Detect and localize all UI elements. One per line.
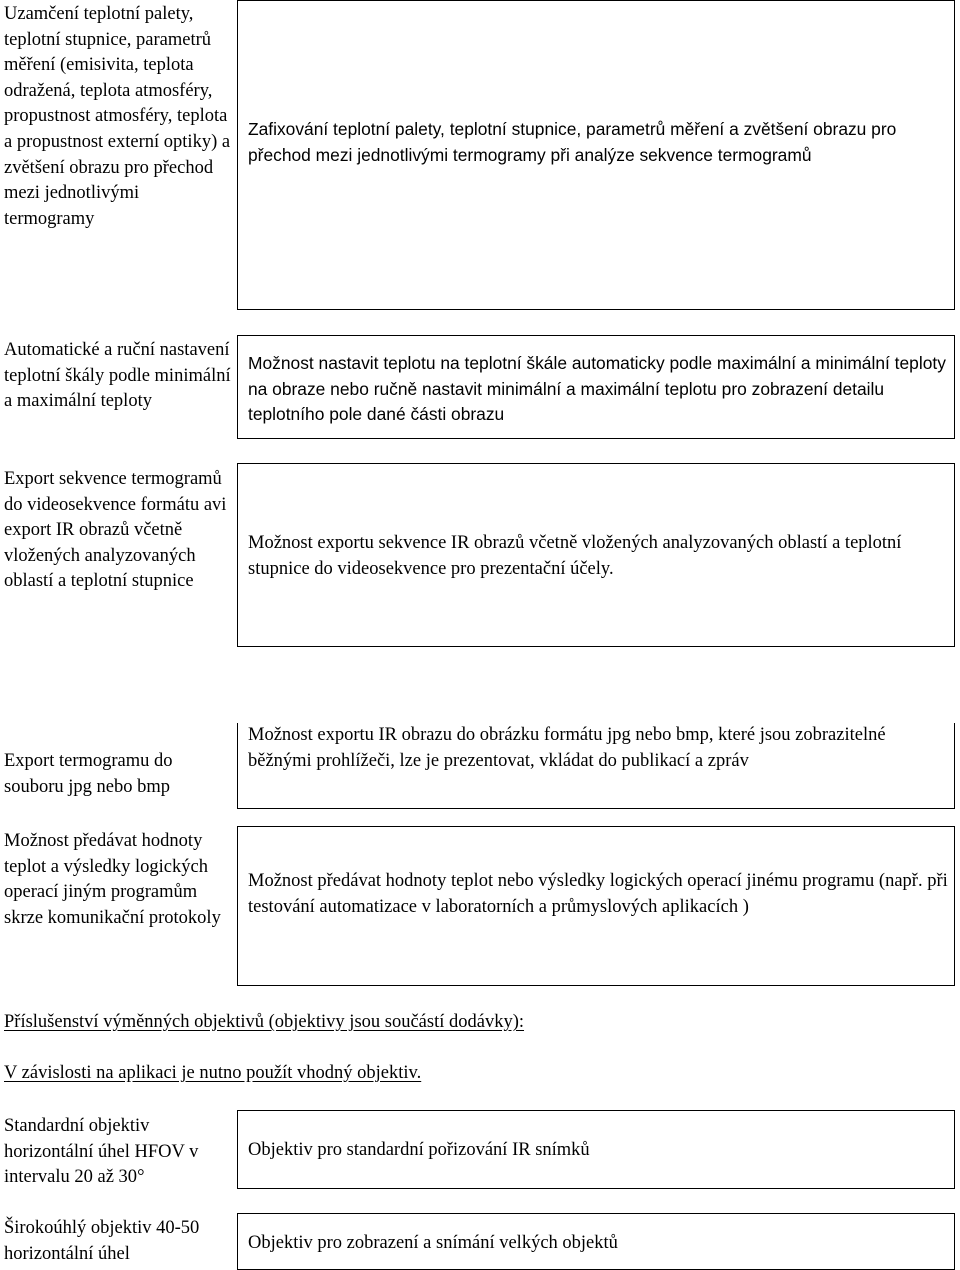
feature-description-box — [237, 826, 955, 986]
lens-label: Širokoúhlý objektiv 40-50 horizontální úhel — [4, 1218, 200, 1264]
feature-label-text: Export sekvence termogramů do videosekvence formátu avi export IR obrazů včetně vložených analyzovaných oblastí a teplotní stupnice — [4, 469, 227, 592]
feature-description-box — [237, 0, 955, 310]
degree-symbol: ° — [137, 1167, 145, 1188]
lens-description-box — [237, 1213, 955, 1270]
feature-label: Možnost předávat hodnoty teplot a výsledky logických operací jiným programům skrze komunikační protokoly — [4, 831, 221, 928]
feature-description-box — [237, 335, 955, 439]
feature-description: Možnost exportu IR obrazu do obrázku formátu jpg nebo bmp, které jsou zobrazitelné běžnými prohlížeči, lze je prezentovat, vkládat do publikací a zpráv — [248, 725, 886, 771]
accessories-heading: Příslušenství výměnných objektivů (objektivy jsou součástí dodávky): — [4, 1012, 525, 1032]
feature-description-box — [237, 723, 955, 809]
lens-description: Objektiv pro zobrazení a snímání velkých objektů — [248, 1233, 618, 1253]
feature-label — [4, 467, 232, 595]
lens-description-box — [237, 1110, 955, 1189]
feature-description: Možnost exportu sekvence IR obrazů včetně vložených analyzovaných oblastí a teplotní stupnice do videosekvence pro prezentační účely. — [248, 533, 902, 579]
feature-description: Zafixování teplotní palety, teplotní stupnice, parametrů měření a zvětšení obrazu pro přechod mezi jednotlivými termogramy při analýze sekvence termogramů — [248, 119, 897, 165]
feature-description: Možnost nastavit teplotu na teplotní škále automaticky podle maximální a minimální teploty na obraze nebo ručně nastavit minimální a maximální teplotu pro zobrazení detailu teplotního pole dané části obrazu — [248, 353, 946, 425]
feature-label: Automatické a ruční nastavení teplotní škály podle minimální a maximální teploty — [4, 340, 231, 412]
feature-description: Možnost předávat hodnoty teplot nebo výsledky logických operací jinému programu (např. při testování automatizace v laboratorních a průmyslových aplikacích ) — [248, 871, 948, 917]
feature-label: Export termogramu do souboru jpg nebo bmp — [4, 751, 173, 797]
feature-label: Uzamčení teplotní palety, teplotní stupnice, parametrů měření (emisivita, teplota odražená, teplota atmosféry, propustnost atmosféry, teplota a propustnost externí optiky) a zvětšení obrazu pro přechod mezi jednotlivými termogramy — [4, 4, 231, 229]
lens-description: Objektiv pro standardní pořizování IR snímků — [248, 1140, 590, 1160]
feature-description-box — [237, 463, 955, 647]
accessories-note: V závislosti na aplikaci je nutno použít vhodný objektiv. — [4, 1063, 422, 1083]
lens-label: Standardní objektiv horizontální úhel HFOV v intervalu 20 až 30° — [4, 1116, 199, 1188]
